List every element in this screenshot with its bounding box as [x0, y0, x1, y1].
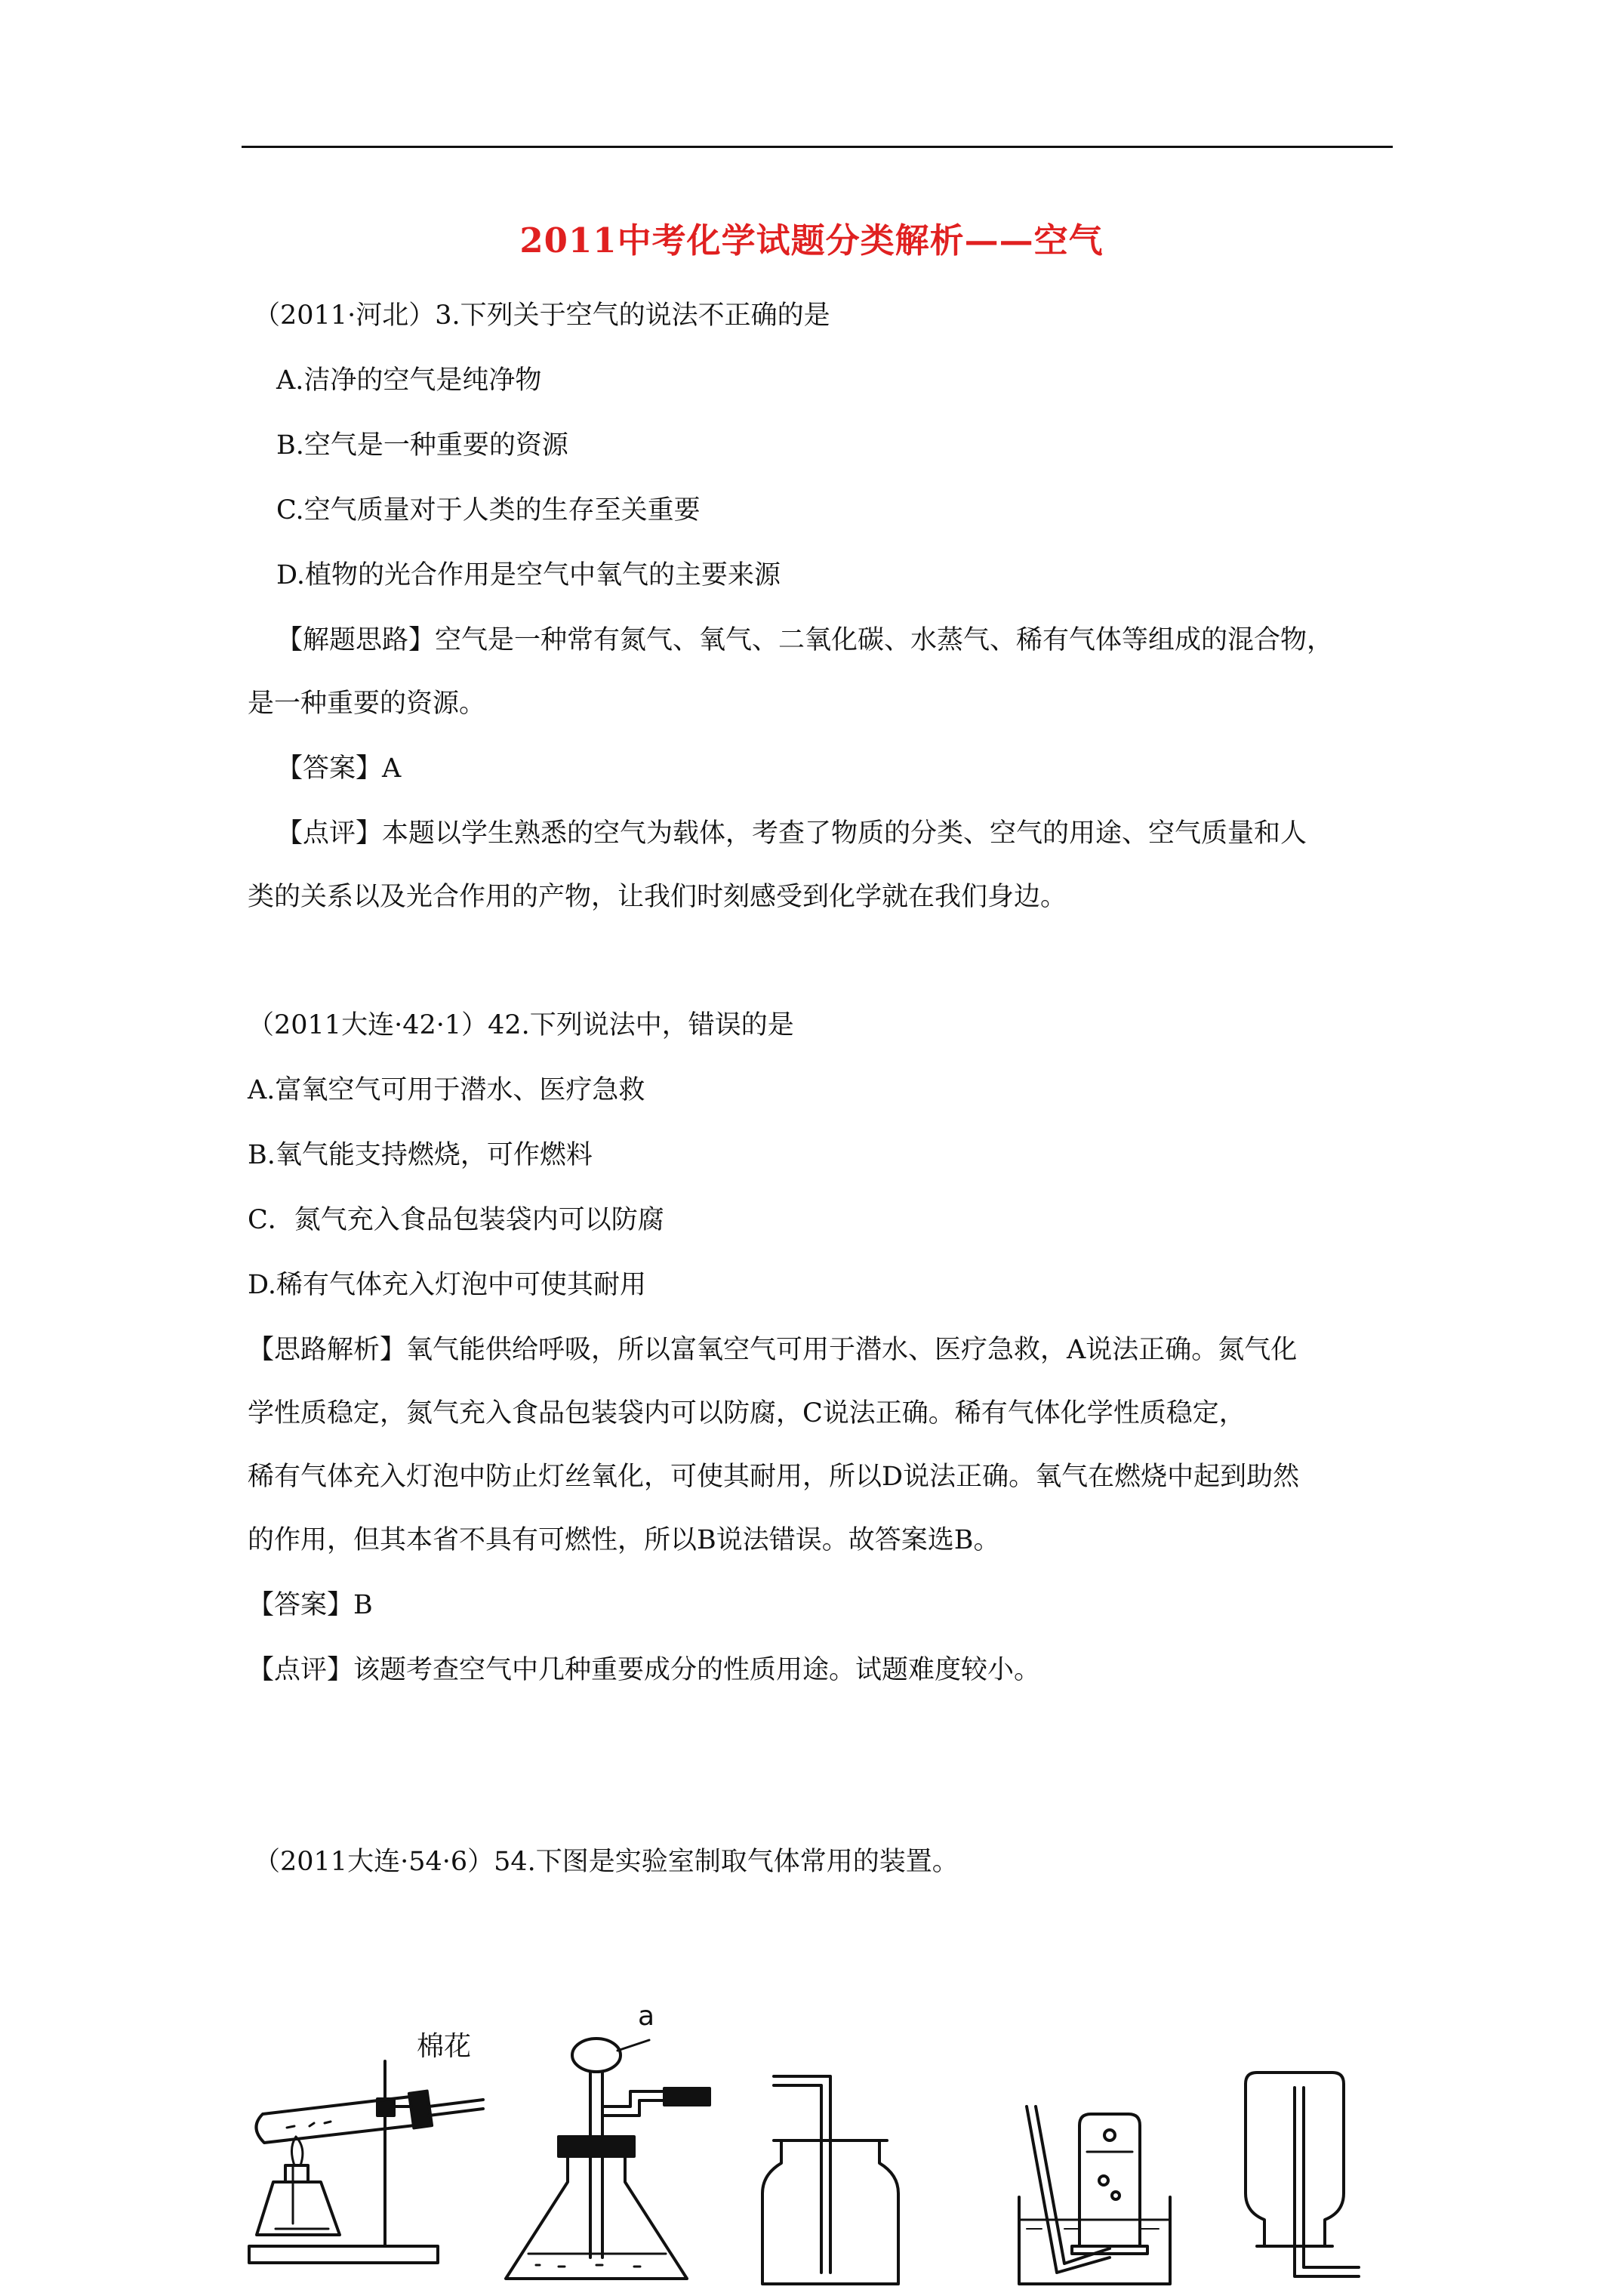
header-rule [242, 146, 1393, 148]
q2-comment: 【点评】该题考查空气中几种重要成分的性质用途。试题难度较小。 [248, 1655, 1041, 1685]
q2-option-c: C．氮气充入食品包装袋内可以防腐 [248, 1205, 664, 1235]
q2-analysis-line-2: 学性质稳定，氮气充入食品包装袋内可以防腐，C说法正确。稀有气体化学性质稳定， [248, 1398, 1246, 1428]
generation-flask-apparatus [506, 2001, 710, 2279]
q2-option-d: D.稀有气体充入灯泡中可使其耐用 [248, 1270, 646, 1300]
q1-option-d: D.植物的光合作用是空气中氧气的主要来源 [276, 560, 781, 590]
cotton-label: 棉花 [417, 2031, 472, 2062]
q2-analysis-line-4: 的作用，但其本省不具有可燃性，所以B说法错误。故答案选B。 [248, 1525, 1000, 1555]
apparatus-figure [242, 1993, 1419, 2295]
q2-option-a: A.富氧空气可用于潜水、医疗急救 [248, 1075, 645, 1105]
q2-option-b: B.氧气能支持燃烧，可作燃料 [248, 1140, 593, 1170]
page-title: 2011中考化学试题分类解析——空气 [519, 220, 1104, 260]
q3-source: （2011大连·54·6）54.下图是实验室制取气体常用的装置。 [254, 1847, 959, 1877]
label-a: a [638, 2001, 655, 2032]
water-trough-collection [1019, 2106, 1170, 2284]
q1-option-a: A.洁净的空气是纯净物 [276, 365, 542, 396]
q2-source: （2011大连·42·1）42.下列说法中，错误的是 [248, 1010, 794, 1040]
q2-analysis-line-3: 稀有气体充入灯泡中防止灯丝氧化，可使其耐用，所以D说法正确。氧气在燃烧中起到助然 [248, 1462, 1300, 1492]
q1-option-b: B.空气是一种重要的资源 [276, 430, 568, 461]
gas-jar-downward-delivery [1246, 2073, 1359, 2276]
q2-analysis-line-1: 【思路解析】氧气能供给呼吸，所以富氧空气可用于潜水、医疗急救，A说法正确。氮气化 [248, 1335, 1298, 1365]
q2-answer: 【答案】B [248, 1590, 373, 1620]
q1-source: （2011·河北）3.下列关于空气的说法不正确的是 [254, 300, 830, 331]
q1-comment-line-2: 类的关系以及光合作用的产物，让我们时刻感受到化学就在我们身边。 [248, 882, 1067, 912]
q1-comment-line-1: 【点评】本题以学生熟悉的空气为载体，考查了物质的分类、空气的用途、空气质量和人 [276, 818, 1307, 849]
heating-apparatus [249, 2031, 483, 2263]
q1-option-c: C.空气质量对于人类的生存至关重要 [276, 495, 701, 525]
q1-answer: 【答案】A [276, 754, 402, 784]
q1-analysis-line-2: 是一种重要的资源。 [248, 689, 486, 719]
q1-analysis-line-1: 【解题思路】空气是一种常有氮气、氧气、二氧化碳、水蒸气、稀有气体等组成的混合物， [276, 625, 1334, 655]
gas-jar-upward-delivery [762, 2076, 898, 2284]
